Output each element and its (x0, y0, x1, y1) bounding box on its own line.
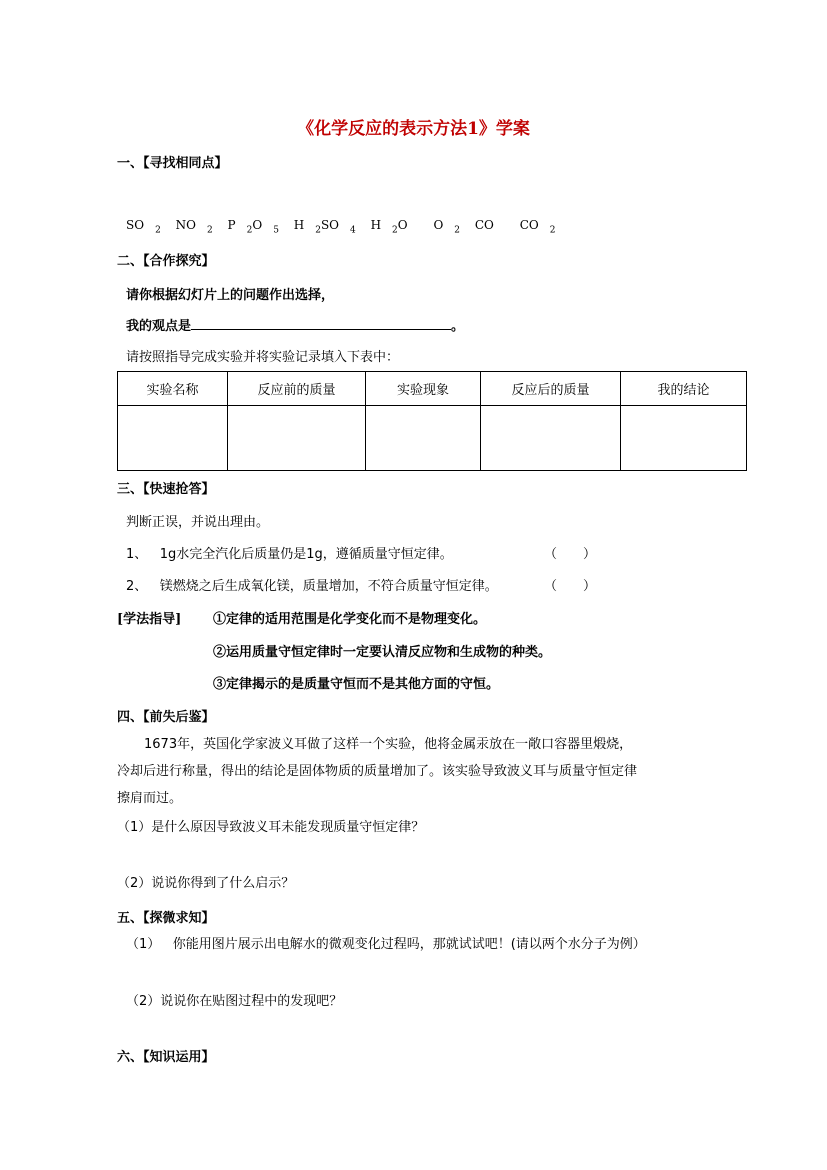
table-header-row (118, 372, 747, 406)
formula-no2: NO $_2$ (175, 218, 213, 236)
section4-para-line1: 1673年，英国化学家波义耳做了这样一个实验，他将金属汞放在一敞口容器里煅烧， (144, 737, 633, 752)
section2-line2: 我的观点是 。 (126, 315, 464, 334)
section4-question-1: （1）是什么原因导致波义耳未能发现质量守恒定律？ (117, 820, 425, 835)
question-1-paren: （ ） (544, 547, 597, 562)
guide-label: [学法指导] (117, 612, 182, 627)
experiment-table (117, 371, 747, 471)
formula-list (126, 218, 566, 235)
question-1: 1、 1g水完全汽化后质量仍是1g，遵循质量守恒定律。 (126, 547, 453, 562)
guide-item-3: ③定律揭示的是质量守恒而不是其他方面的守恒。 (213, 677, 500, 692)
guide-item-1: ①定律的适用范围是化学变化而不是物理变化。 (213, 612, 487, 627)
table-cell[interactable] (228, 406, 366, 471)
opinion-blank[interactable] (191, 315, 451, 330)
section1-heading: 一、【寻找相同点】 (117, 156, 228, 171)
section5-question-2: （2）说说你在贴图过程中的发现吧？ (126, 994, 343, 1009)
section4-heading: 四、【前失后鉴】 (117, 710, 215, 725)
table-header: 反应前的质量 (228, 372, 366, 406)
table-header: 反应后的质量 (481, 372, 621, 406)
guide-item-2: ②运用质量守恒定律时一定要认清反应物和生成物的种类。 (213, 645, 552, 660)
table-header: 我的结论 (621, 372, 747, 406)
table-cell[interactable] (366, 406, 481, 471)
formula-co2: CO $_2$ (519, 218, 556, 236)
section4-question-2: （2）说说你得到了什么启示？ (117, 876, 295, 891)
question-2-paren: （ ） (544, 579, 597, 594)
section4-para-line3: 擦肩而过。 (117, 791, 183, 806)
section2-heading: 二、【合作探究】 (117, 254, 215, 269)
table-header: 实验名称 (118, 372, 228, 406)
formula-h2so4: H $_2$SO $_4$ (293, 218, 356, 236)
formula-so2: SO $_2$ (126, 218, 161, 236)
formula-o2: O $_2$ (433, 218, 461, 236)
section3-prompt: 判断正误，并说出理由。 (126, 515, 270, 530)
table-header: 实验现象 (366, 372, 481, 406)
section6-heading: 六、【知识运用】 (117, 1050, 215, 1065)
formula-h2o: H $_2$O (370, 218, 408, 236)
section3-heading: 三、【快速抢答】 (117, 482, 215, 497)
question-2: 2、 镁燃烧之后生成氧化镁，质量增加，不符合质量守恒定律。 (126, 579, 498, 594)
section5-heading: 五、【探微求知】 (117, 911, 215, 926)
section4-para-line2: 冷却后进行称量，得出的结论是固体物质的质量增加了。该实验导致波义耳与质量守恒定律 (117, 764, 638, 779)
section2-line1: 请你根据幻灯片上的问题作出选择， (126, 288, 335, 303)
formula-co: CO (474, 218, 494, 232)
table-cell[interactable] (118, 406, 228, 471)
table-row (118, 406, 747, 471)
table-cell[interactable] (621, 406, 747, 471)
table-cell[interactable] (481, 406, 621, 471)
formula-p2o5: P $_2$O $_5$ (227, 218, 279, 236)
section5-question-1: （1） 你能用图片展示出电解水的微观变化过程吗，那就试试吧！(请以两个水分子为例） (126, 937, 646, 952)
page-title: 《化学反应的表示方法1》学案 (297, 119, 530, 139)
section2-instruction: 请按照指导完成实验并将实验记录填入下表中： (126, 350, 400, 365)
